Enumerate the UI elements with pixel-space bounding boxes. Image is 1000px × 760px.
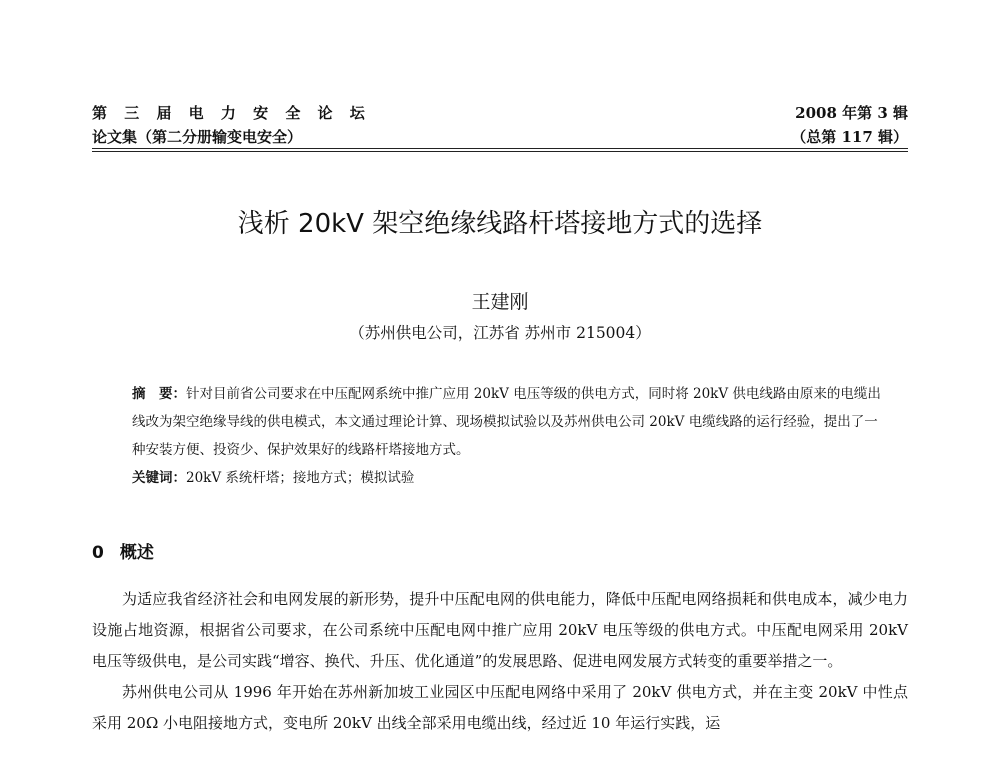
abstract-text: 针对目前省公司要求在中压配网系统中推广应用 20kV 电压等级的供电方式，同时将 20kV 供电线路由原来的电缆出线改为架空绝缘导线的供电模式，本文通过理论计算、现场模拟试验以及苏州供电公司 20kV 电缆线路的运行经验，提出了一种安装方便、投资少、保护效果好的线路杆塔接地方式。 [132, 386, 881, 458]
section-heading [92, 538, 154, 563]
keywords-label: 关键词： [132, 470, 186, 486]
total-issue-number: （总第 117 辑） [791, 128, 908, 146]
body-paragraph-1: 为适应我省经济社会和电网发展的新形势，提升中压配电网的供电能力，降低中压配电网络损耗和供电成本，减少电力设施占地资源，根据省公司要求，在公司系统中压配电网中推广应用 20kV 电压等级的供电方式。中压配电网采用 20kV 电压等级供电，是公司实践“增容、换代、升压、优化通道”的发展思路、促进电网发展方式转变的重要举措之一。 [92, 590, 908, 670]
journal-header-left [92, 101, 371, 149]
body-paragraph-2: 苏州供电公司从 1996 年开始在苏州新加坡工业园区中压配电网络中采用了 20kV 供电方式，并在主变 20kV 中性点采用 20Ω 小电阻接地方式，变电所 20kV 出线全部采用电缆出线，经过近 10 年运行实践，运 [92, 683, 908, 732]
header-rule-thick [92, 151, 908, 152]
author-affiliation: （苏州供电公司，江苏省 苏州市 215004） [349, 324, 651, 342]
paper-title: 浅析 20kV 架空绝缘线路杆塔接地方式的选择 [237, 209, 763, 239]
header-rule-thin [92, 148, 908, 149]
author-name: 王建刚 [471, 291, 529, 313]
section-number: 0 [92, 543, 104, 563]
abstract-label: 摘 要： [132, 386, 186, 402]
keywords-text: 20kV 系统杆塔；接地方式；模拟试验 [186, 470, 415, 486]
keywords-paragraph [132, 464, 882, 492]
abstract-block [132, 380, 882, 492]
issue-number: 2008 年第 3 辑 [795, 104, 908, 122]
abstract-paragraph [132, 380, 882, 464]
body-text [92, 584, 908, 739]
section-title: 概述 [119, 543, 154, 563]
proceedings-volume: 论文集（第二分册输变电安全） [92, 128, 303, 146]
forum-name: 第 三 届 电 力 安 全 论 坛 [92, 104, 371, 122]
journal-header-right [791, 101, 908, 149]
